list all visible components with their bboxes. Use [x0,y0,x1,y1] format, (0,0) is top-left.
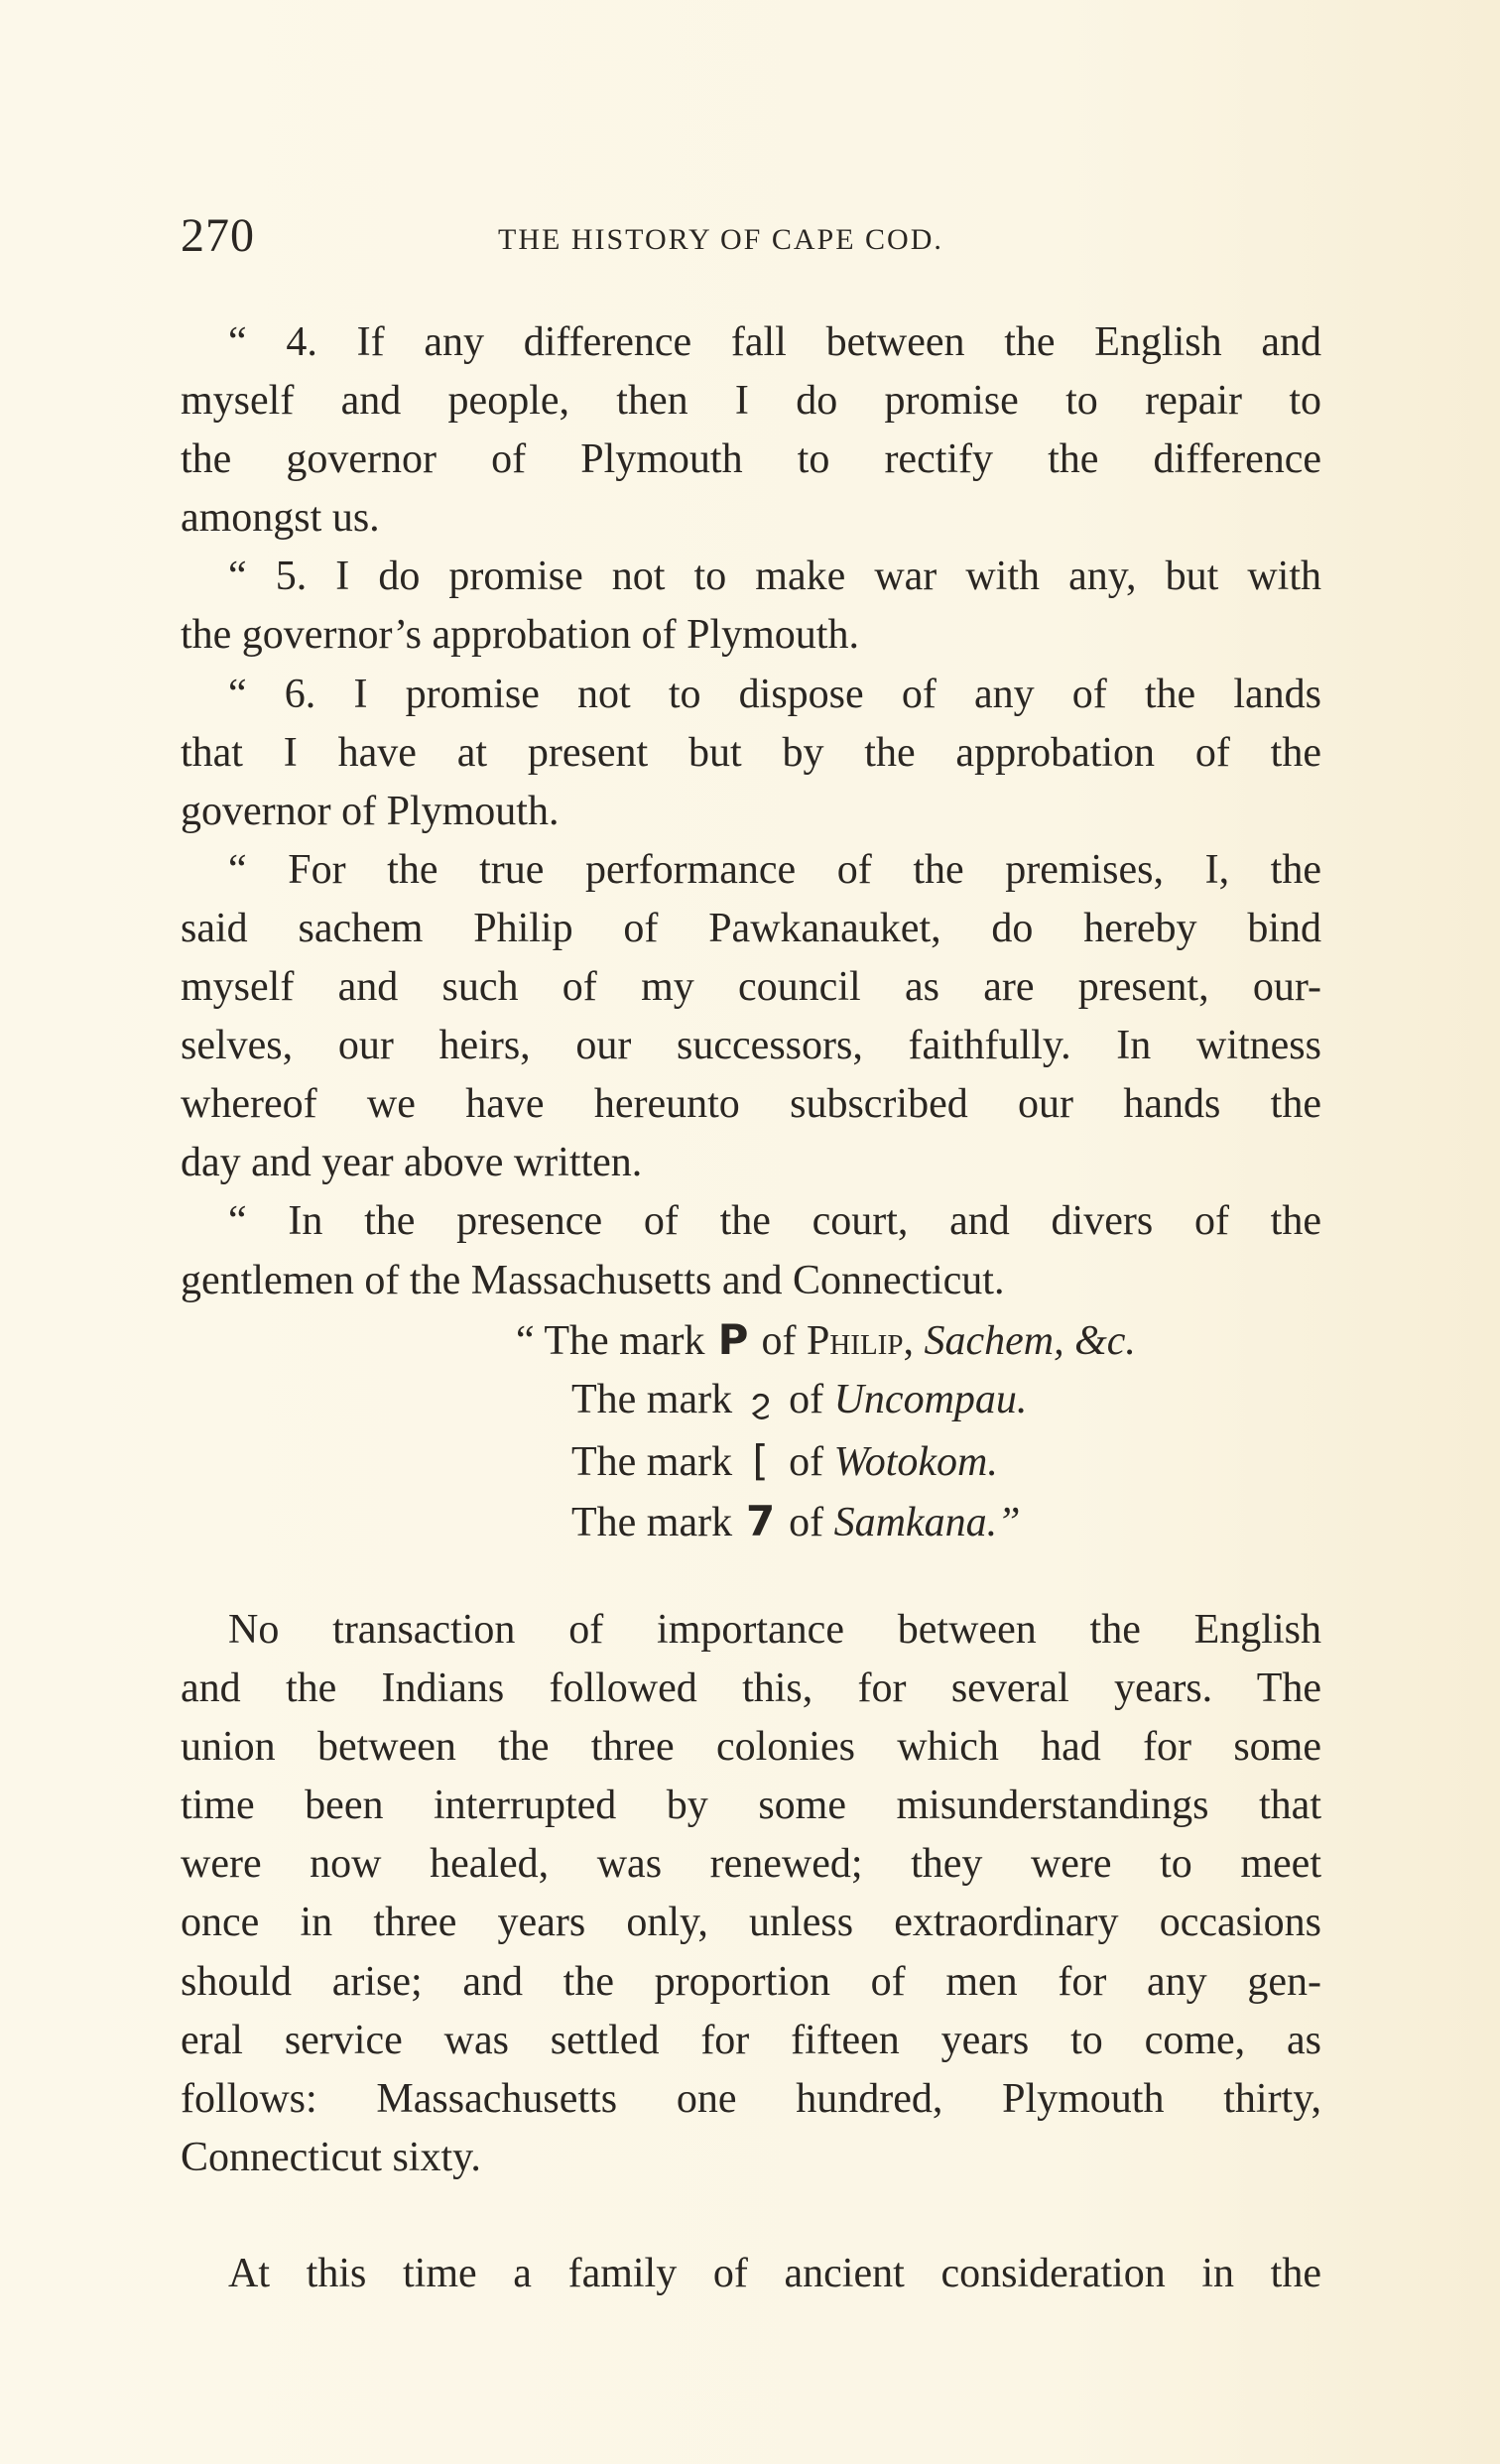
signature-of: of [789,1439,824,1486]
signatory-name: Samkana.” [833,1500,1021,1546]
signature-of: of [789,1377,824,1423]
paragraph [181,1601,1321,2187]
signature-prefix: The mark [571,1439,733,1486]
text-line: “ 4. If any difference fall between the English and [228,319,1321,365]
text-line: eral service was settled for fifteen years to come, as [181,2017,1321,2063]
text-line: “ 6. I promise not to dispose of any of the lands [228,671,1321,717]
text-line: and the Indians followed this, for several years. The [181,1665,1321,1712]
signature-line [516,1431,1310,1492]
signature-line [516,1492,1310,1552]
text-line: amongst us. [181,495,380,542]
signatory-title: Sachem, &c. [924,1318,1136,1364]
text-line: “ For the true performance of the premises, I, the [228,846,1321,893]
text-line: union between the three colonies which had for some [181,1724,1321,1771]
page-number: 270 [181,209,255,262]
text-line: day and year above written. [181,1140,643,1186]
text-line: myself and people, then I do promise to repair to [181,378,1321,425]
paragraph [181,2245,1321,2303]
text-line: the governor’s approbation of Plymouth. [181,612,859,659]
signature-prefix: The mark [571,1377,733,1423]
signature-mark: ϩ [750,1382,771,1422]
signature-line [516,1310,1310,1371]
signatory-name: Wotokom. [833,1439,998,1486]
text-line: gentlemen of the Massachusetts and Connecticut. [181,1257,1005,1303]
text-line: said sachem Philip of Pawkanauket, do hereby bind [181,905,1321,951]
signature-of: of [789,1500,824,1546]
text-line: Connecticut sixty. [181,2134,481,2180]
signatory-name: Philip, [806,1318,914,1364]
text-line: governor of Plymouth. [181,788,560,834]
signature-mark: [ [752,1436,769,1486]
text-line: the governor of Plymouth to rectify the difference [181,436,1321,483]
text-line: “ In the presence of the court, and divers of the [228,1198,1321,1245]
signature-block [516,1310,1310,1552]
text-line: once in three years only, unless extraordinary occasions [181,1900,1321,1946]
signature-prefix: “ The mark [516,1318,705,1364]
signature-prefix: The mark [571,1500,733,1546]
text-line: No transaction of importance between the English [228,1607,1321,1653]
text-line: whereof we have hereunto subscribed our hands the [181,1081,1321,1128]
text-line: follows: Massachusetts one hundred, Plymouth thirty, [181,2075,1321,2122]
text-line: At this time a family of ancient consideration in the [228,2251,1321,2296]
signature-mark: 7 [745,1497,776,1546]
signatory-name: Uncompau. [833,1377,1028,1423]
text-line: that I have at present but by the approbation of the [181,729,1321,776]
text-line: selves, our heirs, our successors, faithfully. In witness [181,1023,1321,1069]
signature-line [516,1371,1310,1431]
signature-of: of [761,1318,797,1364]
signature-mark: P [717,1315,749,1364]
page-header [181,206,1321,266]
text-line: “ 5. I do promise not to make war with any, but with [228,554,1321,600]
text-line: time been interrupted by some misunderstandings that [181,1783,1321,1829]
text-line: myself and such of my council as are present, our- [181,964,1321,1011]
text-line: were now healed, was renewed; they were to meet [181,1841,1321,1888]
text-line: should arise; and the proportion of men for any gen- [181,1958,1321,2005]
running-head: THE HISTORY OF CAPE COD. [498,223,943,256]
treaty-text [181,313,1321,1310]
